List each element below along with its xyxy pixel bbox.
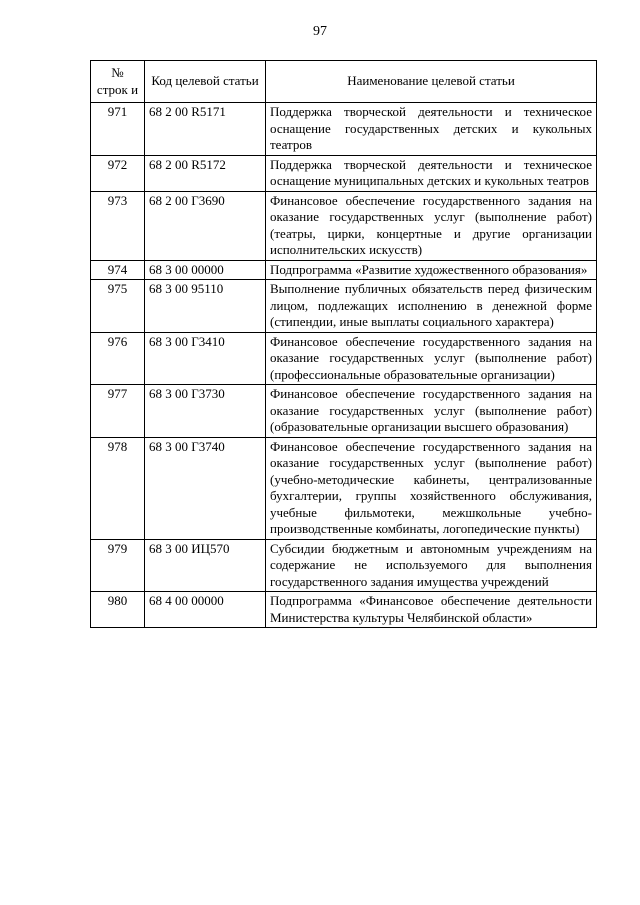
table-row: [91, 539, 597, 592]
row-number-cell: 972: [91, 155, 145, 191]
target-name-cell: Субсидии бюджетным и автономным учреждениям на содержание не используемого для выполнения государственного задания имущества учреждений: [266, 539, 597, 592]
target-code-cell: 68 3 00 Г3410: [145, 332, 266, 385]
row-number-cell: 975: [91, 280, 145, 333]
row-number-cell: 978: [91, 437, 145, 539]
target-name-cell: Финансовое обеспечение государственного задания на оказание государственных услуг (выполнение работ) (профессиональные образовательные организации): [266, 332, 597, 385]
row-number-cell: 976: [91, 332, 145, 385]
target-name-cell: Поддержка творческой деятельности и техническое оснащение муниципальных детских и кукольных театров: [266, 155, 597, 191]
page-number: 97: [313, 24, 327, 39]
table-row: [91, 103, 597, 156]
row-number-cell: 973: [91, 191, 145, 260]
target-name-cell: Финансовое обеспечение государственного задания на оказание государственных услуг (выполнение работ) (образовательные организации высшего образования): [266, 385, 597, 438]
table-row: [91, 155, 597, 191]
target-items-table: [90, 60, 597, 628]
table-header-row: [91, 61, 597, 103]
table-row: [91, 280, 597, 333]
row-number-cell: 971: [91, 103, 145, 156]
table-row: [91, 385, 597, 438]
target-name-cell: Выполнение публичных обязательств перед физическим лицом, подлежащих исполнению в денежной форме (стипендии, иные выплаты социального характера): [266, 280, 597, 333]
target-code-cell: 68 3 00 95110: [145, 280, 266, 333]
target-code-cell: 68 3 00 00000: [145, 260, 266, 280]
target-code-cell: 68 2 00 R5171: [145, 103, 266, 156]
target-code-cell: 68 2 00 R5172: [145, 155, 266, 191]
table-row: [91, 437, 597, 539]
table-row: [91, 332, 597, 385]
target-code-cell: 68 3 00 ИЦ570: [145, 539, 266, 592]
table-row: [91, 260, 597, 280]
target-name-cell: Поддержка творческой деятельности и техническое оснащение государственных детских и кукольных театров: [266, 103, 597, 156]
row-number-cell: 977: [91, 385, 145, 438]
column-header-target-code: Код целевой статьи: [145, 61, 266, 103]
row-number-cell: 979: [91, 539, 145, 592]
target-code-cell: 68 4 00 00000: [145, 592, 266, 628]
target-name-cell: Подпрограмма «Финансовое обеспечение деятельности Министерства культуры Челябинской области»: [266, 592, 597, 628]
target-name-cell: Финансовое обеспечение государственного задания на оказание государственных услуг (выполнение работ) (учебно-методические кабинеты, централизованные бухгалтерии, группы хозяйственного обслуживания, учебные фильмотеки, межшкольные учебно-производственные комбинаты, логопедические пункты): [266, 437, 597, 539]
row-number-cell: 974: [91, 260, 145, 280]
target-code-cell: 68 3 00 Г3740: [145, 437, 266, 539]
target-code-cell: 68 2 00 Г3690: [145, 191, 266, 260]
target-code-cell: 68 3 00 Г3730: [145, 385, 266, 438]
column-header-row-number: № строк и: [91, 61, 145, 103]
row-number-cell: 980: [91, 592, 145, 628]
table-row: [91, 191, 597, 260]
target-name-cell: Подпрограмма «Развитие художественного образования»: [266, 260, 597, 280]
target-name-cell: Финансовое обеспечение государственного задания на оказание государственных услуг (выполнение работ) (театры, цирки, концертные и другие организации исполнительских искусств): [266, 191, 597, 260]
table-row: [91, 592, 597, 628]
column-header-target-name: Наименование целевой статьи: [266, 61, 597, 103]
